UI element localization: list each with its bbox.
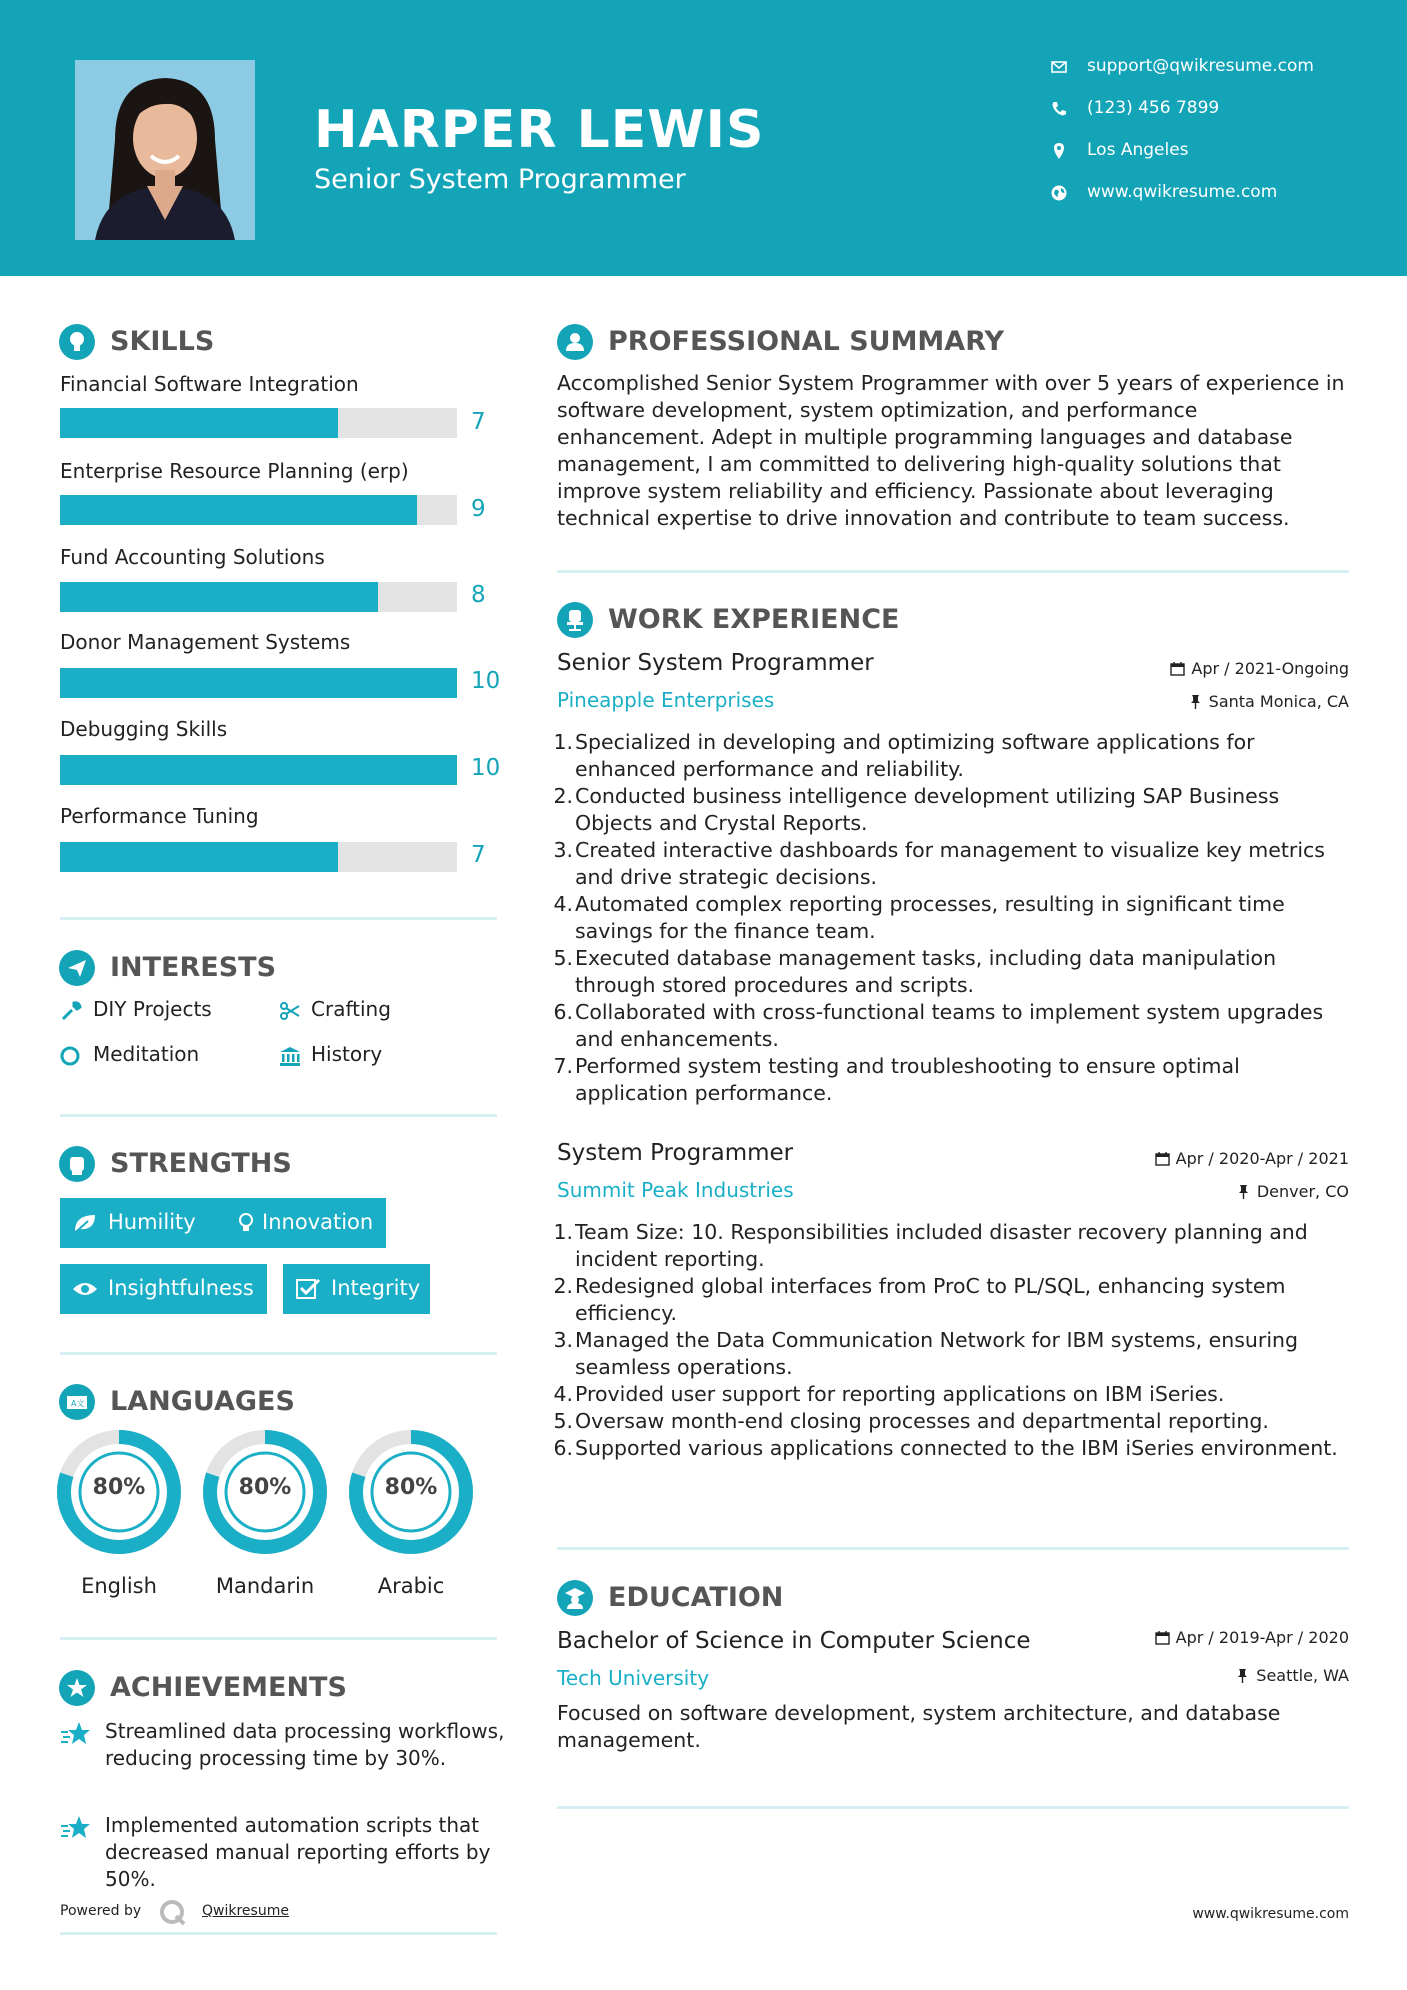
- skill-bar-fill: [60, 668, 457, 698]
- job-bullet-text: Collaborated with cross-functional teams to implement system upgrades and enhancements.: [575, 1000, 1324, 1051]
- skill-bar-fill: [60, 582, 378, 612]
- skill-bar-fill: [60, 755, 457, 785]
- section-divider: [557, 1547, 1349, 1550]
- skill-value: 10: [471, 668, 501, 694]
- envelope-icon: [1050, 58, 1068, 76]
- institution-icon: [278, 1044, 302, 1068]
- strength-badge: [283, 1264, 430, 1314]
- job-location: [1236, 1182, 1349, 1201]
- job-bullet-text: Executed database management tasks, including data manipulation through stored procedures and scripts.: [575, 946, 1277, 997]
- interests-title: INTERESTS: [110, 952, 277, 983]
- section-divider: [60, 1114, 497, 1117]
- skill-name: Fund Accounting Solutions: [60, 545, 325, 569]
- education-dates-text: Apr / 2019-Apr / 2020: [1175, 1628, 1349, 1647]
- language-icon: [59, 1384, 95, 1420]
- languages-title: LANGUAGES: [110, 1386, 295, 1417]
- skill-value: 9: [471, 496, 486, 522]
- job-bullet: 7. Performed system testing and troubleshooting to ensure optimal application performance.: [553, 1054, 1240, 1105]
- job-bullets: [553, 729, 1357, 1107]
- language-item: [57, 1430, 181, 1598]
- job-bullet-text: Performed system testing and troubleshooting to ensure optimal application performance.: [575, 1054, 1240, 1105]
- language-percent: 80%: [92, 1475, 146, 1500]
- education-location-text: Seattle, WA: [1256, 1666, 1349, 1685]
- job-bullet-text: Redesigned global interfaces from ProC to PL/SQL, enhancing system efficiency.: [575, 1274, 1286, 1325]
- strength-label: Innovation: [262, 1210, 374, 1234]
- section-divider: [60, 1932, 497, 1935]
- fist-icon: [59, 1146, 95, 1182]
- education-title: EDUCATION: [608, 1582, 784, 1613]
- education-description: Focused on software development, system architecture, and database management.: [557, 1701, 1281, 1752]
- strengths-title: STRENGTHS: [110, 1148, 292, 1179]
- pushpin-icon: [1236, 1184, 1251, 1199]
- job-bullet-text: Provided user support for reporting applications on IBM iSeries.: [575, 1382, 1225, 1406]
- language-percent: 80%: [384, 1475, 438, 1500]
- job-bullet: 2. Conducted business intelligence development utilizing SAP Business Objects and Crystal Reports.: [553, 784, 1280, 835]
- svg-text:A文: A文: [71, 1399, 85, 1408]
- calendar-icon: [1155, 1630, 1170, 1645]
- strength-label: Insightfulness: [108, 1276, 254, 1300]
- job-bullet-text: Supported various applications connected to the IBM iSeries environment.: [575, 1436, 1338, 1460]
- eye-icon: [72, 1277, 98, 1301]
- job-bullet: 1. Team Size: 10. Responsibilities included disaster recovery planning and incident reporting.: [553, 1220, 1308, 1271]
- star-icon: [60, 1814, 92, 1842]
- pushpin-icon: [1188, 694, 1203, 709]
- school-name: Tech University: [557, 1666, 710, 1690]
- job-dates: [1170, 659, 1349, 678]
- job-bullet: 5. Executed database management tasks, including data manipulation through stored procedures and scripts.: [553, 946, 1277, 997]
- star-icon: [60, 1720, 92, 1748]
- job-bullet: 6. Collaborated with cross-functional teams to implement system upgrades and enhancements.: [553, 1000, 1324, 1051]
- contact-location-text: Los Angeles: [1087, 140, 1189, 160]
- contact-phone-text: (123) 456 7899: [1087, 98, 1220, 118]
- calendar-icon: [1170, 661, 1185, 676]
- job-location-text: Santa Monica, CA: [1208, 692, 1349, 711]
- degree-title: Bachelor of Science in Computer Science: [557, 1628, 1031, 1654]
- pushpin-icon: [1235, 1668, 1250, 1683]
- job-bullet-text: Automated complex reporting processes, resulting in significant time savings for the finance team.: [575, 892, 1285, 943]
- interest-label: Meditation: [93, 1042, 200, 1066]
- job-company: Summit Peak Industries: [557, 1178, 794, 1202]
- language-item: [349, 1430, 473, 1598]
- job-bullet-text: Oversaw month-end closing processes and departmental reporting.: [575, 1409, 1269, 1433]
- map-pin-icon: [1050, 142, 1068, 160]
- section-divider: [60, 1637, 497, 1640]
- phone-icon: [1050, 100, 1068, 118]
- language-item: [203, 1430, 327, 1598]
- job-title: System Programmer: [557, 1140, 794, 1166]
- section-divider: [60, 1352, 497, 1355]
- education-location: [1235, 1666, 1349, 1685]
- section-divider: [557, 570, 1349, 573]
- language-name: English: [81, 1574, 157, 1598]
- skill-name: Financial Software Integration: [60, 372, 359, 396]
- job-bullet: 4. Provided user support for reporting applications on IBM iSeries.: [553, 1382, 1225, 1406]
- circle-icon: [60, 1044, 84, 1068]
- powered-by-label: Powered by: [60, 1903, 142, 1919]
- job-bullet-text: Created interactive dashboards for management to visualize key metrics and drive strategic decisions.: [575, 838, 1325, 889]
- job-company: Pineapple Enterprises: [557, 688, 775, 712]
- skill-bar: [60, 495, 457, 525]
- interest-label: Crafting: [311, 997, 391, 1021]
- candidate-role: Senior System Programmer: [314, 164, 686, 195]
- job-bullet: 3. Created interactive dashboards for management to visualize key metrics and drive strategic decisions.: [553, 838, 1325, 889]
- achievements-title: ACHIEVEMENTS: [110, 1672, 347, 1703]
- experience-title: WORK EXPERIENCE: [608, 604, 900, 635]
- summary-text: Accomplished Senior System Programmer with over 5 years of experience in software development, system optimization, and performance enhancement. Adept in multiple programming languages and database management, I am committed to delivering high-quality solutions that improve system reliability and efficiency. Passionate about leveraging technical expertise to drive innovation and contribute to team success.: [557, 371, 1345, 530]
- paper-plane-icon: [59, 950, 95, 986]
- contact-email-text: support@qwikresume.com: [1087, 56, 1314, 76]
- section-divider: [60, 917, 497, 920]
- language-percent: 80%: [238, 1475, 292, 1500]
- interest-label: DIY Projects: [93, 997, 212, 1021]
- scissors-icon: [278, 999, 302, 1023]
- qwikresume-logo-icon[interactable]: [158, 1898, 188, 1928]
- skill-bar-fill: [60, 408, 338, 438]
- achievement-item: [60, 1812, 500, 1894]
- lightbulb-icon: [234, 1211, 260, 1235]
- job-bullet: 4. Automated complex reporting processes, resulting in significant time savings for the finance team.: [553, 892, 1285, 943]
- education-dates: [1155, 1628, 1349, 1647]
- section-divider: [557, 1806, 1349, 1809]
- job-bullet: 2. Redesigned global interfaces from ProC to PL/SQL, enhancing system efficiency.: [553, 1274, 1286, 1325]
- leaf-icon: [72, 1211, 98, 1235]
- skill-name: Donor Management Systems: [60, 630, 351, 654]
- wrench-icon: [60, 999, 84, 1023]
- summary-title: PROFESSIONAL SUMMARY: [608, 326, 1005, 357]
- skill-name: Debugging Skills: [60, 717, 228, 741]
- skill-bar: [60, 668, 457, 698]
- calendar-icon: [1155, 1151, 1170, 1166]
- job-title: Senior System Programmer: [557, 650, 874, 676]
- skill-name: Performance Tuning: [60, 804, 259, 828]
- lightbulb-icon: [59, 324, 95, 360]
- job-bullet: 5. Oversaw month-end closing processes and departmental reporting.: [553, 1409, 1269, 1433]
- achievement-text: Implemented automation scripts that decreased manual reporting efforts by 50%.: [105, 1813, 491, 1891]
- achievement-text: Streamlined data processing workflows, reducing processing time by 30%.: [105, 1719, 505, 1770]
- skill-bar-fill: [60, 842, 338, 872]
- powered-by-link[interactable]: Qwikresume: [202, 1903, 289, 1919]
- footer-url[interactable]: www.qwikresume.com: [1192, 1906, 1349, 1922]
- candidate-name: HARPER LEWIS: [314, 100, 765, 160]
- skill-value: 7: [471, 409, 486, 435]
- skill-bar: [60, 842, 457, 872]
- language-name: Arabic: [377, 1574, 445, 1598]
- job-bullet: 3. Managed the Data Communication Network for IBM systems, ensuring seamless operations.: [553, 1328, 1299, 1379]
- contact-website-text: www.qwikresume.com: [1087, 182, 1278, 202]
- strength-badge: [60, 1264, 267, 1314]
- job-bullet-text: Team Size: 10. Responsibilities included disaster recovery planning and incident reporting.: [575, 1220, 1308, 1271]
- user-icon: [557, 324, 593, 360]
- star-badge-icon: [59, 1670, 95, 1706]
- job-dates-text: Apr / 2021-Ongoing: [1191, 659, 1349, 678]
- strength-label: Integrity: [331, 1276, 421, 1300]
- job-dates: [1155, 1149, 1349, 1168]
- job-dates-text: Apr / 2020-Apr / 2021: [1175, 1149, 1349, 1168]
- skill-bar: [60, 582, 457, 612]
- skill-value: 8: [471, 582, 486, 608]
- skill-name: Enterprise Resource Planning (erp): [60, 459, 409, 483]
- job-location-text: Denver, CO: [1256, 1182, 1349, 1201]
- skill-value: 7: [471, 842, 486, 868]
- graduate-icon: [557, 1580, 593, 1616]
- globe-icon: [1050, 184, 1068, 202]
- skill-bar: [60, 408, 457, 438]
- strength-label: Humility: [108, 1210, 196, 1234]
- profile-photo: [75, 60, 255, 240]
- strength-badge: [60, 1198, 224, 1248]
- skill-bar-fill: [60, 495, 417, 525]
- skill-bar: [60, 755, 457, 785]
- job-bullet: 1. Specialized in developing and optimizing software applications for enhanced performance and reliability.: [553, 730, 1255, 781]
- job-bullet: 6. Supported various applications connected to the IBM iSeries environment.: [553, 1436, 1338, 1460]
- job-bullet-text: Conducted business intelligence development utilizing SAP Business Objects and Crystal Reports.: [575, 784, 1280, 835]
- header-banner: [0, 0, 1407, 276]
- language-name: Mandarin: [215, 1574, 315, 1598]
- office-chair-icon: [557, 602, 593, 638]
- check-square-icon: [295, 1277, 321, 1301]
- skill-value: 10: [471, 755, 501, 781]
- job-bullet-text: Managed the Data Communication Network for IBM systems, ensuring seamless operations.: [575, 1328, 1299, 1379]
- job-bullets: [553, 1219, 1357, 1462]
- interest-label: History: [311, 1042, 383, 1066]
- job-location: [1188, 692, 1349, 711]
- achievement-item: [60, 1718, 505, 1800]
- strength-badge: [224, 1198, 386, 1248]
- job-bullet-text: Specialized in developing and optimizing software applications for enhanced performance and reliability.: [575, 730, 1255, 781]
- skills-title: SKILLS: [110, 326, 215, 357]
